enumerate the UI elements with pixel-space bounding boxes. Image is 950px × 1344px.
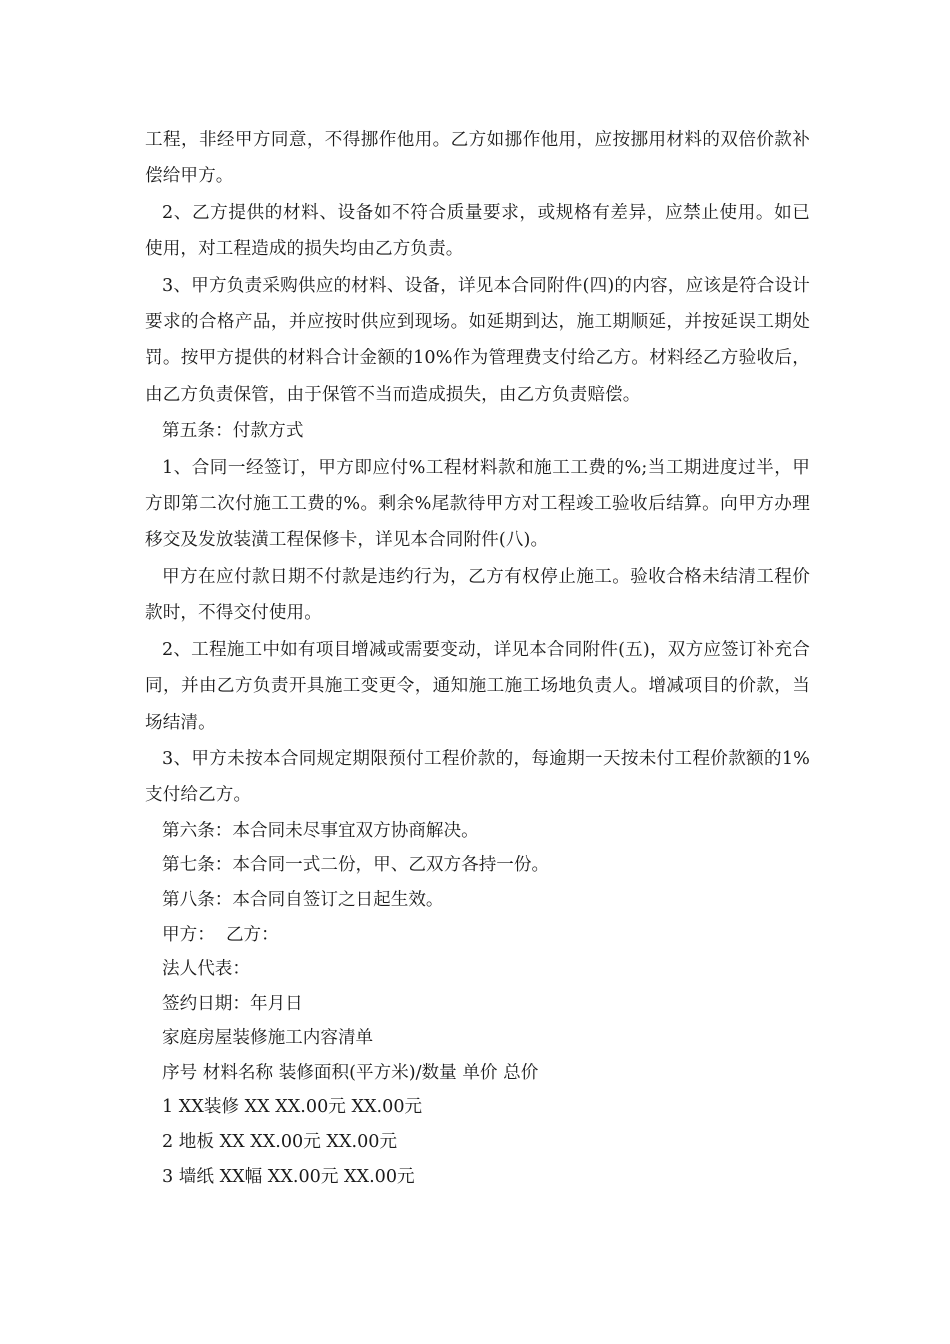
legal-representative-line: 法人代表：	[162, 959, 250, 980]
schedule-row: 3 墙纸 XX幅 XX.00元 XX.00元	[162, 1166, 415, 1187]
paragraph-material-supply: 3、甲方负责采购供应的材料、设备，详见本合同附件(四)的内容，应该是符合设计要求的合格产品，并应按时供应到现场。如延期到达，施工期顺延，并按延误工期处罚。按甲方提供的材料合计金额的10%作为管理费支付给乙方。材料经乙方验收后，由乙方负责保管，由于保管不当而造成损失，由乙方负责赔偿。	[145, 275, 810, 405]
paragraph-payment-default: 甲方在应付款日期不付款是违约行为，乙方有权停止施工。验收合格未结清工程价款时，不得交付使用。	[145, 566, 810, 624]
paragraph-late-payment: 3、甲方未按本合同规定期限预付工程价款的，每逾期一天按未付工程价款额的1%支付给乙方。	[145, 748, 810, 806]
article-7-line: 第七条：本合同一式二份，甲、乙双方各持一份。	[162, 855, 550, 876]
signature-parties-line: 甲方： 乙方：	[162, 924, 279, 945]
schedule-header-row: 序号 材料名称 装修面积(平方米)/数量 单价 总价	[162, 1062, 539, 1083]
schedule-title: 家庭房屋装修施工内容清单	[162, 1028, 374, 1049]
article-6-line: 第六条：本合同未尽事宜双方协商解决。	[162, 820, 479, 841]
paragraph-project-changes: 2、工程施工中如有项目增减或需要变动，详见本合同附件(五)，双方应签订补充合同，并由乙方负责开具施工变更令，通知施工施工场地负责人。增减项目的价款，当场结清。	[145, 639, 810, 733]
paragraph-material-quality: 2、乙方提供的材料、设备如不符合质量要求，或规格有差异，应禁止使用。如已使用，对工程造成的损失均由乙方负责。	[145, 202, 810, 260]
schedule-row: 1 XX装修 XX XX.00元 XX.00元	[162, 1097, 423, 1118]
paragraph-payment-schedule: 1、合同一经签订，甲方即应付%工程材料款和施工工费的%;当工期进度过半，甲方即第二次付施工工费的%。剩余%尾款待甲方对工程竣工验收后结算。向甲方办理移交及发放装潢工程保修卡，详见本合同附件(八)。	[145, 457, 810, 551]
schedule-row: 2 地板 XX XX.00元 XX.00元	[162, 1132, 398, 1153]
signing-date-line: 签约日期：年月日	[162, 993, 303, 1014]
article-5-heading: 第五条：付款方式	[162, 421, 304, 442]
document-page	[145, 122, 810, 1194]
article-8-line: 第八条：本合同自签订之日起生效。	[162, 889, 444, 910]
paragraph-material-misuse: 工程，非经甲方同意，不得挪作他用。乙方如挪作他用，应按挪用材料的双倍价款补偿给甲方。	[145, 130, 810, 187]
